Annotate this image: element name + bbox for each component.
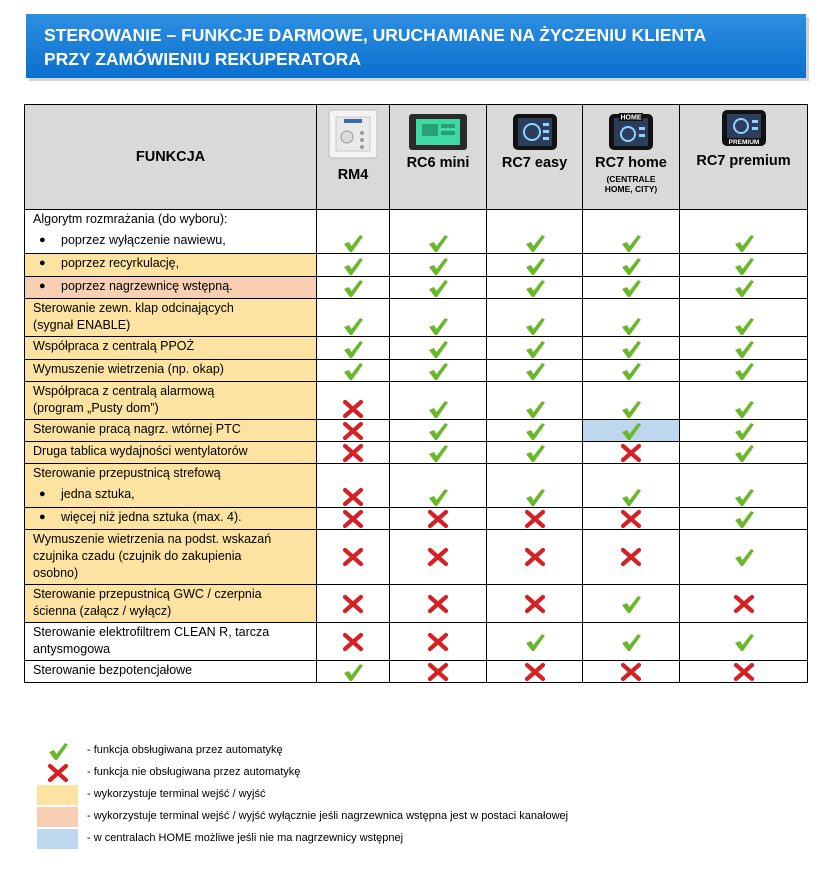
controller-name: RC7 premium: [696, 153, 791, 169]
unsupported-cell: [390, 585, 487, 623]
supported-cell: [583, 277, 680, 299]
bullet-dot: ●: [39, 280, 46, 292]
bullet-item: [25, 232, 310, 249]
function-text: osobno): [33, 566, 79, 580]
supported-cell: [680, 277, 808, 299]
legend-text: - wykorzystuje terminal wejść / wyjść: [87, 788, 266, 800]
function-text: Sterowanie bezpotencjałowe: [33, 663, 193, 677]
supported-cell: [487, 277, 583, 299]
feature-rows: [25, 210, 808, 683]
function-text: Sterowanie przepustnicą strefową: [33, 466, 221, 480]
check-icon: [733, 443, 755, 463]
legend-swatch: [37, 807, 78, 827]
check-icon: [47, 741, 69, 761]
cross-icon: [427, 547, 449, 567]
table-row: [25, 508, 808, 530]
check-icon: [733, 233, 755, 253]
function-text: Współpraca z centralą PPOŻ: [33, 339, 195, 353]
check-icon: [427, 443, 449, 463]
check-icon: [342, 662, 364, 682]
cross-icon: [524, 662, 546, 682]
function-text: Wymuszenie wietrzenia na podst. wskazań: [33, 532, 272, 546]
table-row: [25, 530, 808, 585]
supported-cell: [583, 585, 680, 623]
legend-text: - wykorzystuje terminal wejść / wyjść wyłącznie jeśli nagrzewnica wstępna jest w postaci kanałowej: [87, 810, 569, 822]
cross-icon: [620, 443, 642, 463]
table-row: [25, 382, 808, 420]
supported-cell: [487, 360, 583, 382]
table-row: [25, 277, 808, 299]
check-icon: [733, 278, 755, 298]
supported-cell: [487, 254, 583, 277]
check-icon: [620, 361, 642, 381]
controller-rm4: [317, 105, 390, 210]
supported-cell: [680, 508, 808, 530]
check-icon: [427, 421, 449, 441]
function-text: Sterowanie pracą nagrz. wtórnej PTC: [33, 422, 241, 436]
function-cell: [25, 254, 317, 277]
check-icon: [733, 487, 755, 507]
supported-cell: [583, 299, 680, 337]
supported-cell: [487, 420, 583, 442]
table-row: [25, 464, 808, 508]
function-cell: [25, 508, 317, 530]
check-icon: [342, 339, 364, 359]
function-cell: [25, 337, 317, 360]
unsupported-cell: [390, 661, 487, 683]
legend-swatch: [37, 829, 78, 849]
controller-name: RC7 easy: [501, 155, 568, 171]
cross-icon: [342, 594, 364, 614]
table-row: [25, 360, 808, 382]
check-icon: [620, 632, 642, 652]
cross-icon: [524, 594, 546, 614]
unsupported-cell: [317, 464, 390, 508]
supported-cell: [487, 210, 583, 254]
function-text: (program „Pusty dom”): [33, 401, 159, 415]
controller-name: RC7 home: [595, 155, 667, 171]
function-text: (sygnał ENABLE): [33, 318, 131, 332]
cross-icon: [342, 421, 364, 441]
table-row: [25, 337, 808, 360]
rc7-home-device-icon: [608, 113, 654, 151]
check-icon: [524, 487, 546, 507]
bullet-text: poprzez recyrkulację,: [61, 256, 180, 270]
bullet-text: jedna sztuka,: [61, 487, 135, 501]
check-icon: [427, 316, 449, 336]
check-icon: [620, 316, 642, 336]
bullet-item: [25, 255, 310, 272]
check-icon: [524, 339, 546, 359]
supported-cell: [317, 299, 390, 337]
unsupported-cell: [317, 623, 390, 661]
supported-cell: [583, 337, 680, 360]
table-row: [25, 442, 808, 464]
table-row: [25, 254, 808, 277]
check-icon: [733, 316, 755, 336]
supported-cell: [317, 360, 390, 382]
supported-cell: [390, 442, 487, 464]
function-cell: [25, 585, 317, 623]
supported-cell: [680, 360, 808, 382]
function-text: Wymuszenie wietrzenia (np. okap): [33, 362, 224, 376]
check-icon: [524, 632, 546, 652]
check-icon: [620, 594, 642, 614]
function-text: Sterowanie zewn. klap odcinających: [33, 301, 234, 315]
bullet-dot: ●: [39, 488, 46, 500]
table-row: [25, 585, 808, 623]
check-icon: [427, 339, 449, 359]
cross-icon: [427, 662, 449, 682]
check-icon: [620, 399, 642, 419]
table-row: [25, 210, 808, 254]
supported-cell: [680, 530, 808, 585]
check-icon: [427, 233, 449, 253]
unsupported-cell: [317, 382, 390, 420]
check-icon: [427, 256, 449, 276]
function-cell: [25, 623, 317, 661]
supported-cell: [583, 254, 680, 277]
supported-cell: [317, 661, 390, 683]
function-cell: [25, 442, 317, 464]
cross-icon: [427, 594, 449, 614]
title-banner: [26, 14, 806, 78]
check-icon: [524, 361, 546, 381]
cross-icon: [733, 594, 755, 614]
supported-cell: [680, 254, 808, 277]
check-icon: [524, 278, 546, 298]
supported-cell: [583, 382, 680, 420]
check-icon: [524, 399, 546, 419]
cross-icon: [342, 632, 364, 652]
cross-icon: [342, 399, 364, 419]
cross-icon: [342, 487, 364, 507]
check-icon: [524, 421, 546, 441]
unsupported-cell: [487, 661, 583, 683]
function-text: antysmogowa: [33, 642, 111, 656]
cross-icon: [620, 662, 642, 682]
supported-cell: [317, 210, 390, 254]
bullet-dot: ●: [39, 234, 46, 246]
check-icon: [733, 509, 755, 529]
table-row: [25, 299, 808, 337]
function-cell: [25, 277, 317, 299]
supported-cell: [317, 277, 390, 299]
supported-cell: [583, 464, 680, 508]
unsupported-cell: [583, 442, 680, 464]
rm4-device-icon: [328, 109, 378, 159]
check-icon: [733, 339, 755, 359]
supported-cell: [390, 337, 487, 360]
table-row: [25, 623, 808, 661]
check-icon: [733, 632, 755, 652]
supported-cell: [390, 277, 487, 299]
controller-rc6-mini: [390, 105, 487, 210]
unsupported-cell: [583, 508, 680, 530]
bullet-item: [25, 486, 310, 503]
check-icon: [620, 278, 642, 298]
function-cell: [25, 464, 317, 508]
cross-icon: [524, 547, 546, 567]
function-cell: [25, 360, 317, 382]
unsupported-cell: [583, 530, 680, 585]
supported-cell: [583, 420, 680, 442]
check-icon: [524, 256, 546, 276]
supported-cell: [487, 442, 583, 464]
check-icon: [342, 256, 364, 276]
cross-icon: [342, 509, 364, 529]
check-icon: [733, 361, 755, 381]
legend-text: - funkcja obsługiwana przez automatykę: [87, 744, 283, 756]
unsupported-cell: [487, 508, 583, 530]
supported-cell: [583, 623, 680, 661]
unsupported-cell: [317, 508, 390, 530]
function-text: ścienna (załącz / wyłącz): [33, 604, 172, 618]
check-icon: [620, 487, 642, 507]
function-header: FUNKCJA: [25, 105, 317, 210]
header-row: [25, 105, 808, 210]
function-text: Druga tablica wydajności wentylatorów: [33, 444, 248, 458]
controller-name: RM4: [337, 167, 369, 183]
bullet-item: [25, 509, 310, 526]
supported-cell: [680, 442, 808, 464]
function-cell: [25, 210, 317, 254]
check-icon: [342, 316, 364, 336]
check-icon: [620, 421, 642, 441]
premium-badge-text: PREMIUM: [728, 139, 759, 146]
rc7-premium-device-icon: [721, 109, 767, 147]
cross-icon: [620, 547, 642, 567]
supported-cell: [390, 360, 487, 382]
cross-icon: [524, 509, 546, 529]
supported-cell: [680, 464, 808, 508]
supported-cell: [680, 337, 808, 360]
check-icon: [427, 487, 449, 507]
legend-text: - w centralach HOME możliwe jeśli nie ma nagrzewnicy wstępnej: [87, 832, 404, 844]
unsupported-cell: [487, 530, 583, 585]
check-icon: [620, 339, 642, 359]
title-line-2: PRZY ZAMÓWIENIU REKUPERATORA: [44, 49, 361, 69]
supported-cell: [487, 464, 583, 508]
supported-cell: [390, 420, 487, 442]
check-icon: [427, 278, 449, 298]
supported-cell: [680, 623, 808, 661]
check-icon: [342, 233, 364, 253]
check-icon: [733, 256, 755, 276]
function-text: Algorytm rozmrażania (do wyboru):: [33, 212, 228, 226]
unsupported-cell: [680, 661, 808, 683]
function-text: Sterowanie elektrofiltrem CLEAN R, tarcza: [33, 625, 270, 639]
supported-cell: [390, 382, 487, 420]
cross-icon: [427, 632, 449, 652]
function-cell: [25, 299, 317, 337]
table-row: [25, 661, 808, 683]
supported-cell: [317, 337, 390, 360]
cross-icon: [620, 509, 642, 529]
unsupported-cell: [390, 508, 487, 530]
title-line-1: STEROWANIE – FUNKCJE DARMOWE, URUCHAMIANE NA ŻYCZENIU KLIENTA: [44, 25, 707, 45]
check-icon: [427, 399, 449, 419]
bullet-text: poprzez nagrzewnicę wstępną.: [61, 279, 233, 293]
check-icon: [524, 233, 546, 253]
cross-icon: [733, 662, 755, 682]
function-text: czujnika czadu (czujnik do zakupienia: [33, 549, 242, 563]
check-icon: [427, 361, 449, 381]
unsupported-cell: [317, 420, 390, 442]
supported-cell: [487, 299, 583, 337]
function-cell: [25, 420, 317, 442]
supported-cell: [487, 382, 583, 420]
supported-cell: [390, 210, 487, 254]
check-icon: [342, 361, 364, 381]
check-icon: [733, 547, 755, 567]
function-text: Współpraca z centralą alarmową: [33, 384, 215, 398]
unsupported-cell: [583, 661, 680, 683]
check-icon: [733, 421, 755, 441]
feature-table: [24, 104, 808, 683]
bullet-item: [25, 278, 310, 295]
supported-cell: [680, 299, 808, 337]
check-icon: [524, 316, 546, 336]
legend-text: - funkcja nie obsługiwana przez automatykę: [87, 766, 301, 778]
table-row: [25, 420, 808, 442]
cross-icon: [47, 763, 69, 783]
bullet-dot: ●: [39, 257, 46, 269]
supported-cell: [487, 623, 583, 661]
bullet-text: poprzez wyłączenie nawiewu,: [61, 233, 226, 247]
unsupported-cell: [317, 585, 390, 623]
supported-cell: [583, 360, 680, 382]
supported-cell: [680, 210, 808, 254]
legend-swatch: [37, 785, 78, 805]
cross-icon: [342, 547, 364, 567]
home-badge-text: HOME: [620, 114, 642, 122]
controller-rc7-home: [583, 105, 680, 210]
unsupported-cell: [680, 585, 808, 623]
bullet-text: więcej niż jedna sztuka (max. 4).: [61, 510, 242, 524]
unsupported-cell: [390, 530, 487, 585]
unsupported-cell: [317, 442, 390, 464]
rc6-mini-device-icon: [408, 113, 468, 151]
check-icon: [524, 443, 546, 463]
supported-cell: [317, 254, 390, 277]
bullet-dot: ●: [39, 511, 46, 523]
controller-rc7-easy: [487, 105, 583, 210]
supported-cell: [583, 210, 680, 254]
controller-sub: (CENTRALE HOME, CITY): [604, 174, 658, 194]
cross-icon: [427, 509, 449, 529]
function-cell: [25, 382, 317, 420]
check-icon: [620, 233, 642, 253]
unsupported-cell: [487, 585, 583, 623]
supported-cell: [390, 464, 487, 508]
unsupported-cell: [317, 530, 390, 585]
function-text: Sterowanie przepustnicą GWC / czerpnia: [33, 587, 262, 601]
check-icon: [620, 256, 642, 276]
check-icon: [342, 278, 364, 298]
supported-cell: [680, 420, 808, 442]
supported-cell: [390, 299, 487, 337]
check-icon: [733, 399, 755, 419]
supported-cell: [390, 254, 487, 277]
supported-cell: [680, 382, 808, 420]
controller-name: RC6 mini: [406, 155, 470, 171]
function-cell: [25, 661, 317, 683]
rc7-easy-device-icon: [512, 113, 558, 151]
supported-cell: [487, 337, 583, 360]
function-cell: [25, 530, 317, 585]
cross-icon: [342, 443, 364, 463]
controller-rc7-premium: [680, 105, 808, 210]
unsupported-cell: [390, 623, 487, 661]
